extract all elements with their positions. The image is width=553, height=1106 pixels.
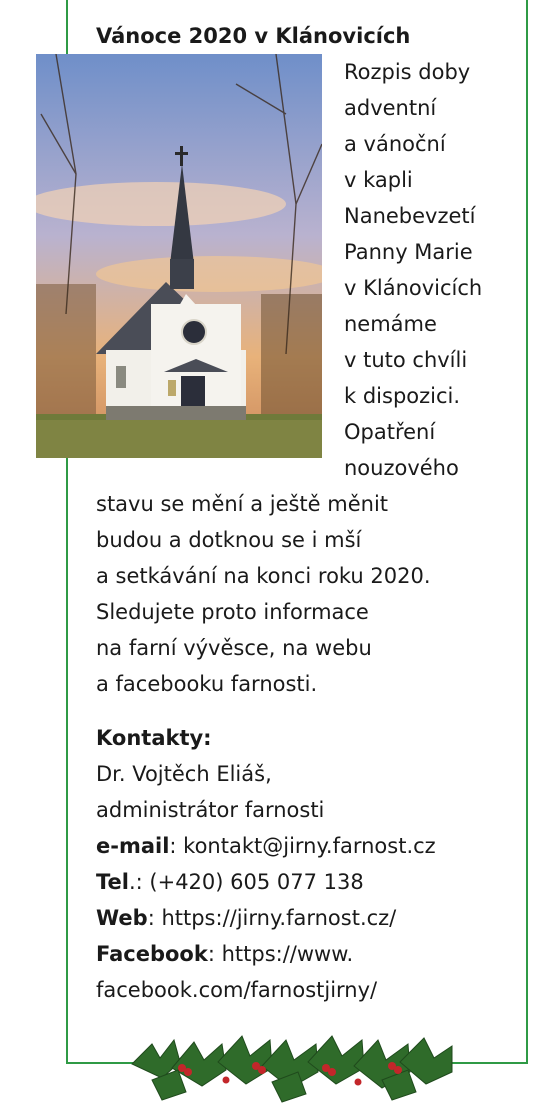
body-line: stavu se mění a ještě měnit [96, 492, 389, 516]
intro-line: Panny Marie [344, 240, 473, 264]
chapel-photo [36, 54, 322, 458]
contacts-heading: Kontakty: [96, 726, 212, 750]
facebook-label: Facebook [96, 942, 208, 966]
tel-label: Tel [96, 870, 129, 894]
intro-line: nemáme [344, 312, 437, 336]
body-line: a setkávání na konci roku 2020. [96, 564, 431, 588]
intro-line: adventní [344, 96, 437, 120]
facebook-link-continued[interactable]: facebook.com/farnostjirny/ [96, 978, 378, 1002]
tel-row [96, 864, 516, 900]
intro-line: nouzového [344, 456, 459, 480]
facebook-link[interactable]: : https://www. [207, 942, 354, 966]
intro-line: v Klánovicích [344, 276, 483, 300]
email-row [96, 828, 516, 864]
web-link[interactable]: : https://jirny.farnost.cz/ [147, 906, 397, 930]
intro-line: Nanebevzetí [344, 204, 476, 228]
tel-value: .: (+420) 605 077 138 [128, 870, 364, 894]
intro-line: a vánoční [344, 132, 446, 156]
intro-line: Opatření [344, 420, 436, 444]
article [96, 18, 516, 1008]
email-label: e-mail [96, 834, 170, 858]
email-link[interactable]: : kontakt@jirny.farnost.cz [169, 834, 436, 858]
facebook-row [96, 936, 516, 972]
intro-line: v kapli [344, 168, 413, 192]
article-title: Vánoce 2020 v Klánovicích [96, 24, 411, 48]
contact-name: Dr. Vojtěch Eliáš, [96, 762, 272, 786]
web-row [96, 900, 516, 936]
intro-line: k dispozici. [344, 384, 461, 408]
intro-line: Rozpis doby [344, 60, 471, 84]
body-line: a facebooku farnosti. [96, 672, 318, 696]
intro-line: v tuto chvíli [344, 348, 468, 372]
body-line: Sledujete proto informace [96, 600, 369, 624]
chapel-illustration [36, 54, 322, 458]
body-line: na farní vývěsce, na webu [96, 636, 372, 660]
web-label: Web [96, 906, 148, 930]
body-line: budou a dotknou se i mší [96, 528, 362, 552]
contact-role: administrátor farnosti [96, 798, 325, 822]
holly-garland-icon [122, 1022, 462, 1106]
